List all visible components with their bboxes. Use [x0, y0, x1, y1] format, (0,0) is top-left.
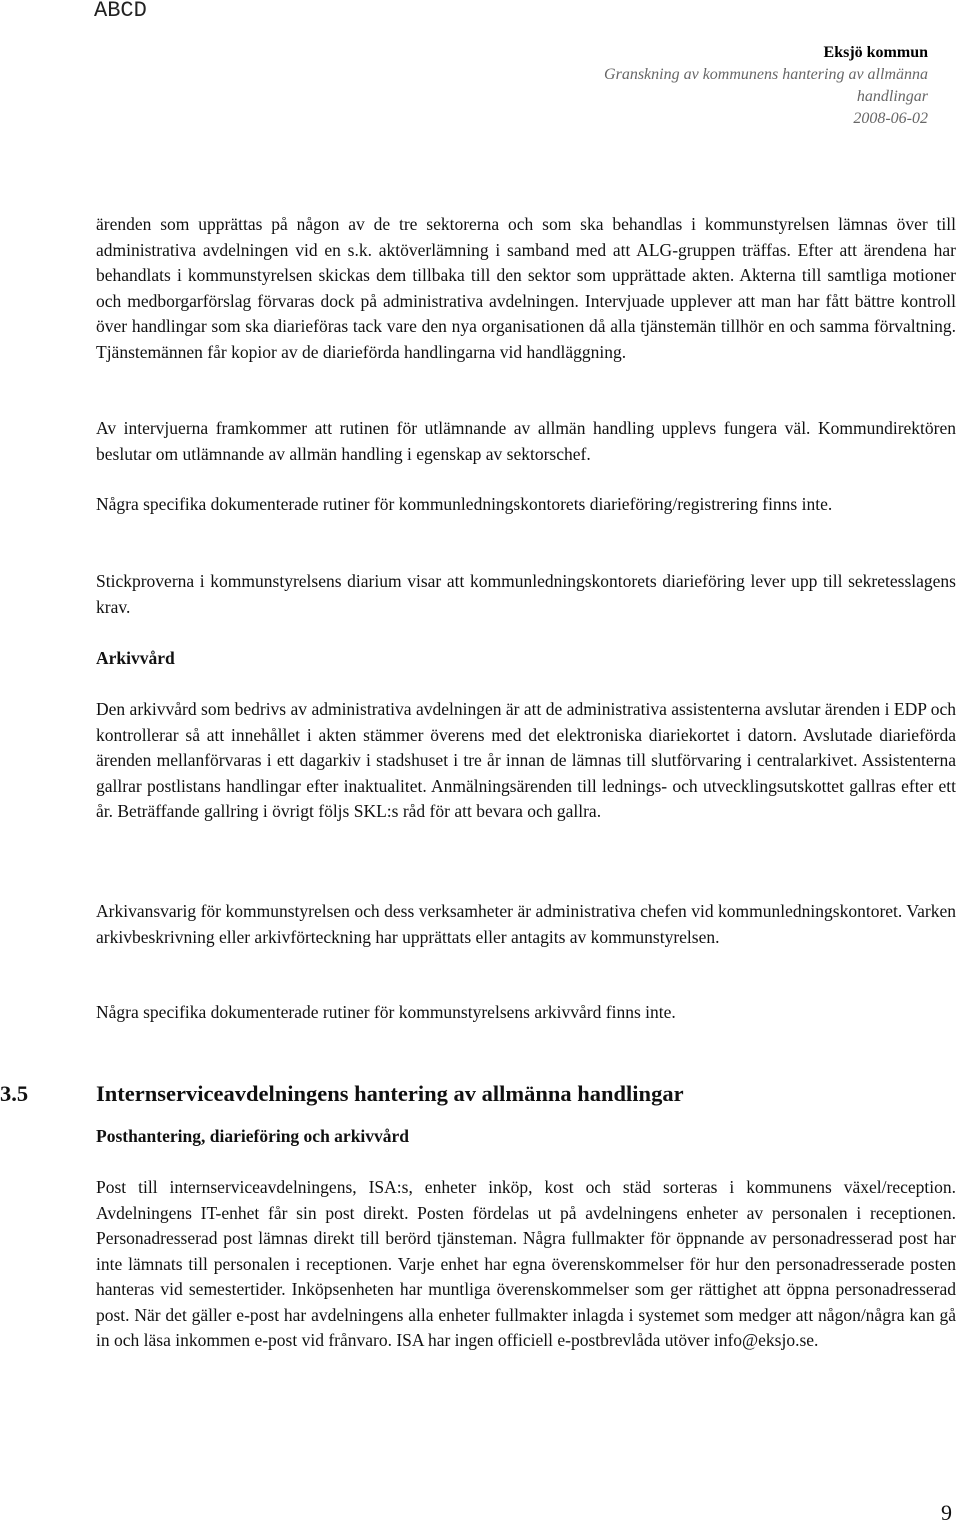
chapter-number: 3.5 — [0, 1081, 29, 1106]
section-heading-text: Arkivvård — [96, 648, 175, 668]
paragraph-rutiner-arkivvard — [96, 1000, 956, 1026]
paragraph-text: Några specifika dokumenterade rutiner för kommunledningskontorets diarieföring/registrering finns inte. — [96, 494, 833, 514]
paragraph-stickprover — [96, 569, 956, 620]
paragraph-aktoverlamning — [96, 212, 956, 365]
paragraph-text: Av intervjuerna framkommer att rutinen för utlämnande av allmän handling upplevs fungera väl. Kommundirektören beslutar om utlämnande av allmän handling i egenskap av sektorschef. — [96, 418, 956, 464]
paragraph-text: Arkivansvarig för kommunstyrelsen och dess verksamheter är administrativa chefen vid kommunledningskontoret. Varken arkivbeskrivning eller arkivförteckning har upprättats eller antagits av kommunstyrelsen. — [96, 901, 956, 947]
header-organization: Eksjö kommun — [823, 44, 928, 61]
page-number: 9 — [941, 1500, 952, 1525]
paragraph-text: Stickproverna i kommunstyrelsens diarium visar att kommunledningskontorets diarieföring lever upp till sekretesslagens krav. — [96, 571, 956, 617]
section-heading-posthantering — [96, 1124, 956, 1150]
header-date: 2008-06-02 — [853, 110, 928, 127]
paragraph-arkivansvarig — [96, 899, 956, 950]
section-heading-text: Posthantering, diarieföring och arkivvård — [96, 1126, 410, 1146]
paragraph-text: Den arkivvård som bedrivs av administrativa avdelningen är att de administrativa assistenterna avslutar ärenden i EDP och kontrollerar så att innehållet i akten stämmer överens med det elektroniska diariekortet i datorn. Avslutade diarieförda ärenden mellanförvaras i ett dagarkiv i stadshuset i tre år innan de lämnas till slutförvaring i centralarkivet. Assistenterna gallrar postlistans handlingar efter inaktualitet. Anmälningsärenden till lednings- och utvecklingsutskottet gallras efter ett år. Beträffande gallring i övrigt följs SKL:s råd för att bevara och gallra. — [96, 699, 956, 821]
page-header — [508, 42, 928, 130]
paragraph-text: Några specifika dokumenterade rutiner för kommunstyrelsens arkivvård finns inte. — [96, 1002, 676, 1022]
paragraph-arkivvard — [96, 697, 956, 825]
header-subtitle-line1: Granskning av kommunens hantering av allmänna — [604, 66, 928, 83]
paragraph-posthantering — [96, 1175, 956, 1354]
header-subtitle-line2: handlingar — [856, 88, 928, 105]
corner-mark: ABCD — [94, 0, 147, 23]
paragraph-text: Post till internserviceavdelningens, ISA:s, enheter inköp, kost och städ sorteras i kommunens växel/reception. Avdelningens IT-enhet får sin post direkt. Posten fördelas ut på avdelningens enheter av personalen i receptionen. Personadresserad post lämnas direkt till berörd tjänsteman. Några fullmakter för öppnande av personadresserad post har inte lämnats till personalen i receptionen. Varje enhet har egna överenskommelser för hur den personadresserade posten hanteras vid semestertider. Inköpsenheten har muntliga överenskommelser som ger rättighet att öppna personadresserad post. När det gäller e-post har avdelningens alla enheter fullmakter inlagda i systemet som medger att någon/några kan gå in och läsa inkommen e-post vid frånvaro. ISA har ingen officiell e-postbrevlåda utöver info@eksjo.se. — [96, 1177, 956, 1350]
paragraph-text: ärenden som upprättas på någon av de tre sektorerna och som ska behandlas i kommunstyrelsen lämnas över till administrativa avdelningen vid en s.k. aktöverlämning i samband med att ALG-gruppen träffas. Efter att ärendena har behandlats i kommunstyrelsen skickas dem tillbaka till den sektor som upprättade akten. Akterna till samtliga motioner och medborgarförslag förvaras dock på administrativa avdelningen. Intervjuade upplever att man har fått bättre kontroll över handlingar som ska diarieföras tack vare den nya organisationen då alla tjänstemän tillhör en och samma förvaltning. Tjänstemännen får kopior av de diarieförda handlingarna vid handläggning. — [96, 214, 956, 362]
paragraph-utlamnande — [96, 416, 956, 467]
chapter-title: Internserviceavdelningens hantering av allmänna handlingar — [96, 1081, 684, 1106]
paragraph-rutiner-diarieforing — [96, 492, 956, 518]
section-heading-arkivvard — [96, 646, 956, 672]
